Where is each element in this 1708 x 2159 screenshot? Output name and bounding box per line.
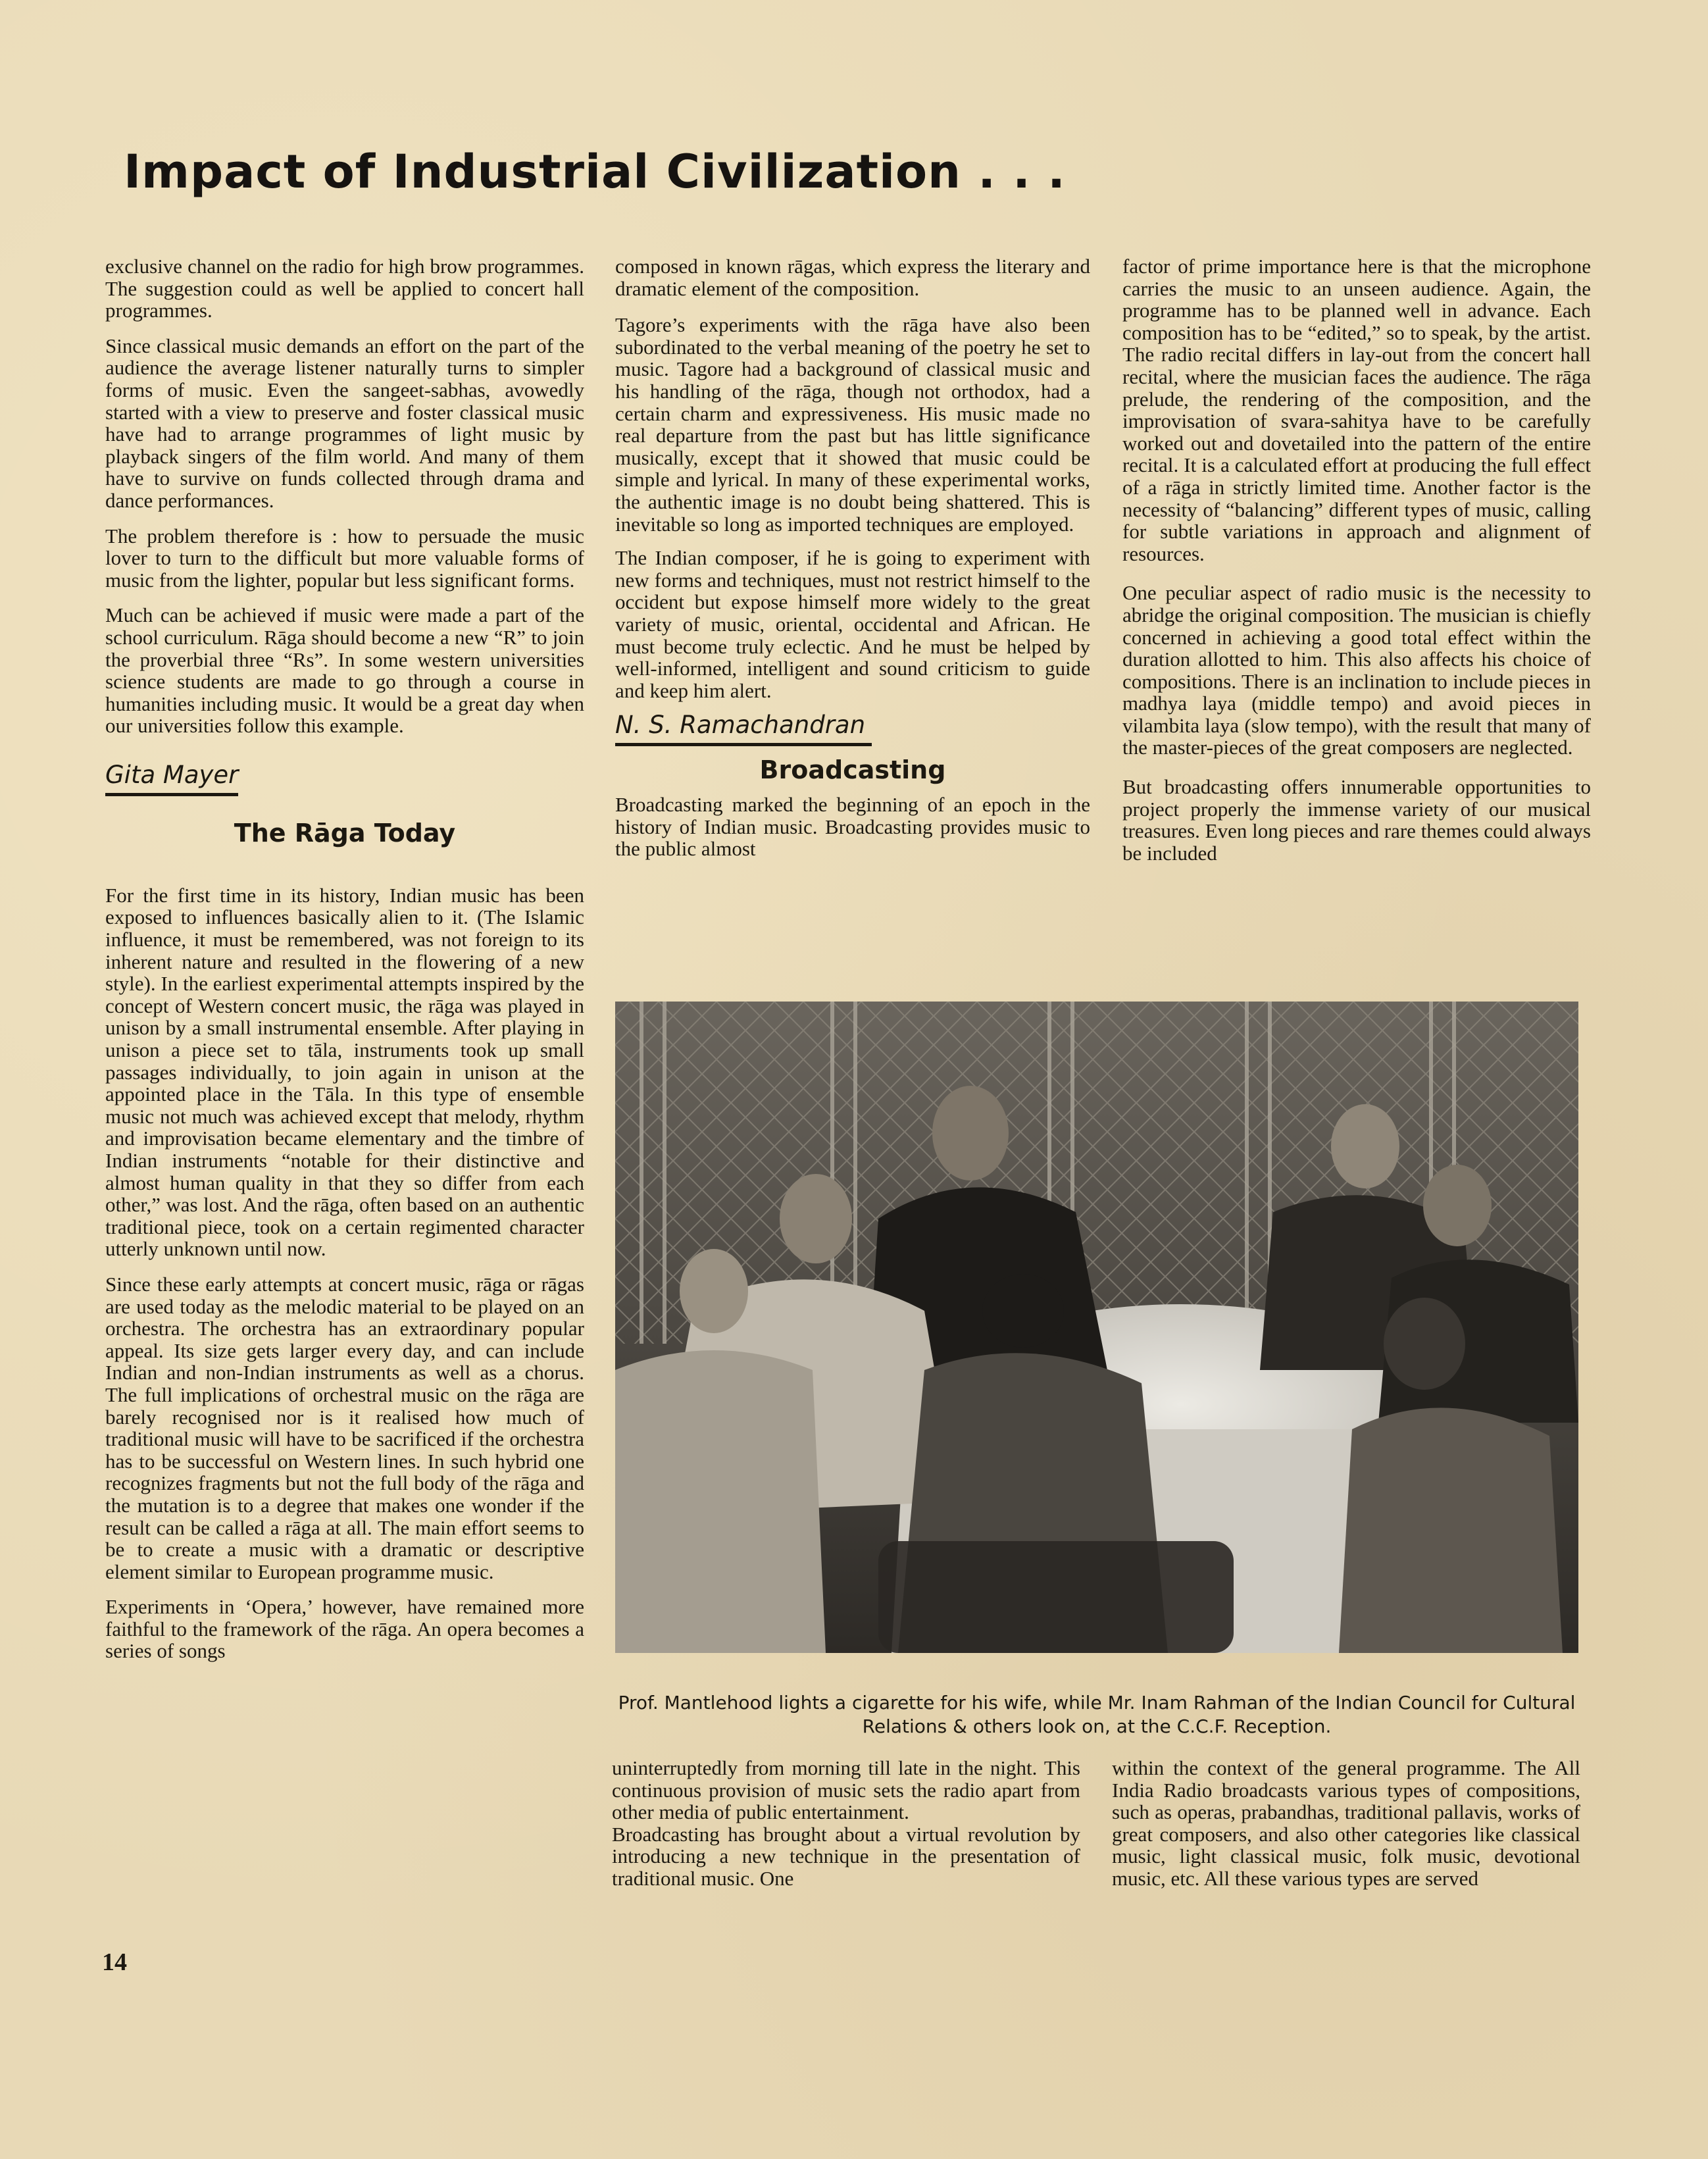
reception-photo <box>615 1002 1578 1653</box>
column-2-bottom <box>612 1757 1080 1890</box>
paragraph: Since classical music demands an effort on the part of the audience the average listener naturally turns to simpler forms of music. Even the sangeet-sabhas, avowedly started with a view to preserve and foster classical music have had to arrange programmes of light music by playback singers of the film world. And many of them have to survive on funds collected through drama and dance performances. <box>105 334 584 512</box>
column-1 <box>105 255 584 1679</box>
photo-caption: Prof. Mantlehood lights a cigarette for his wife, while Mr. Inam Rahman of the Indian Council for Cultural Relations & others look on, at the C.C.F. Reception. <box>618 1692 1576 1737</box>
column-2 <box>615 255 1090 877</box>
column-3 <box>1122 255 1591 881</box>
paragraph: But broadcasting offers innumerable opportunities to project properly the immense variety of our musical treasures. Even long pieces and rare themes could always be included <box>1122 775 1591 865</box>
paragraph: The problem therefore is : how to persuade the music lover to turn to the difficult but more valuable forms of music from the lighter, popular but less significant forms. <box>105 524 584 592</box>
paragraph: Tagore’s experiments with the rāga have also been subordinated to the verbal meaning of the poetry he set to music. Tagore had a background of classical music and his handling of the rāga, though not orthodox, had a certain charm and expressiveness. His music made no real departure from the past but has little significance musically, except that it showed that music could be simple and lyrical. In many of these experimental works, the authentic image is no doubt being shattered. This is inevitable so long as imported techniques are employed. <box>615 313 1090 536</box>
paragraph: exclusive channel on the radio for high brow programmes. The suggestion could as well be applied to concert hall programmes. <box>105 255 584 322</box>
page-number: 14 <box>102 1948 127 1976</box>
paragraph: within the context of the general programme. The All India Radio broadcasts various types of compositions, such as operas, prabandhas, traditional pallavis, works of great composers, and also other categories like classical music, light classical music, folk music, devotional music, etc. All these various types are served <box>1112 1756 1580 1890</box>
paragraph: Since these early attempts at concert music, rāga or rāgas are used today as the melodic material to be played on an orchestra. The orchestra has an extraordinary popular appeal. Its size gets larger every day, and can include Indian and non-Indian instruments as well as a chorus. The full implications of orchestral music on the rāga are barely recognised nor is it realised how much of traditional music will have to be sacrificed if the orchestra has to be successful on Western lines. In such hybrid one recognizes fragments but not the full body of the rāga and the mutation is to a degree that makes one wonder if the result can be called a rāga at all. The main effort seems to be to create a music with a dramatic or descriptive element similar to European programme music. <box>105 1272 584 1583</box>
column-3-bottom <box>1112 1757 1580 1890</box>
paragraph: Broadcasting marked the beginning of an epoch in the history of Indian music. Broadcasting provides music to the public almost <box>615 793 1090 861</box>
section-title: The Rāga Today <box>234 818 456 848</box>
paragraph: Broadcasting has brought about a virtual revolution by introducing a new technique in the presentation of traditional music. One <box>612 1822 1080 1890</box>
byline: N. S. Ramachandran <box>615 711 872 746</box>
paragraph: factor of prime importance here is that the microphone carries the music to an unseen audience. Again, the programme has to be planned well in advance. Each composition has to be “edited,” so to speak, by the artist. The radio recital differs in lay-out from the concert hall recital, where the musician faces the audience. The rāga prelude, the rendering of the composition, and the improvisation of svara-sahitya have to be carefully worked out and dovetailed into the pattern of the entire recital. It is a calculated effort at producing the full effect of a rāga in strictly limited time. Another factor is the necessity of “balancing” different types of music, calling for subtle variations in approach and alignment of resources. <box>1122 255 1591 565</box>
paragraph: One peculiar aspect of radio music is the necessity to abridge the original composition. The musician is chiefly concerned in achieving a good total effect within the duration allotted to him. This also affects his choice of compositions. There is an inclination to include pieces in madhya laya (middle tempo) and avoid pieces in vilambita laya (slow tempo), with the result that many of the master-pieces of the great composers are neglected. <box>1122 581 1591 759</box>
paragraph: composed in known rāgas, which express the literary and dramatic element of the composition. <box>615 255 1090 300</box>
page-title: Impact of Industrial Civilization . . . <box>124 145 1066 199</box>
byline: Gita Mayer <box>105 761 238 796</box>
section-title: Broadcasting <box>759 755 946 785</box>
paragraph: Much can be achieved if music were made a part of the school curriculum. Rāga should become a new “R” to join the proverbial three “Rs”. In some western universities science students are made to go through a course in humanities including music. It would be a great day when our universities follow this example. <box>105 603 584 738</box>
photo-illustration <box>615 1002 1578 1653</box>
paragraph: The Indian composer, if he is going to experiment with new forms and techniques, must not restrict himself to the occident but expose himself more widely to the great variety of music, oriental, occidental and African. He must become truly eclectic. And he must be helped by well-informed, intelligent and sound criticism to guide and keep him alert. <box>615 546 1090 702</box>
paragraph: uninterruptedly from morning till late in the night. This continuous provision of music sets the radio apart from other media of public entertainment. <box>612 1756 1080 1824</box>
paragraph: Experiments in ‘Opera,’ however, have remained more faithful to the framework of the rāga. An opera becomes a series of songs <box>105 1595 584 1663</box>
paragraph: For the first time in its history, Indian music has been exposed to influences basically alien to it. (The Islamic influence, it must be remembered, was not foreign to its inherent nature and resulted in the flowering of a new style). In the earliest experimental attempts inspired by the concept of Western concert music, the rāga was played in unison by a small instrumental ensemble. After playing in unison a piece set to tāla, instruments took up small passages individually, to join again in unison at the appointed place in the Tāla. In this type of ensemble music not much was achieved except that melody, rhythm and improvisation became elementary and the timbre of Indian instruments “notable for their distinctive and almost human quality in that they so differ from each other,” was lost. And the rāga, often based on an authentic traditional piece, took on a certain regimented character utterly unknown until now. <box>105 883 584 1261</box>
